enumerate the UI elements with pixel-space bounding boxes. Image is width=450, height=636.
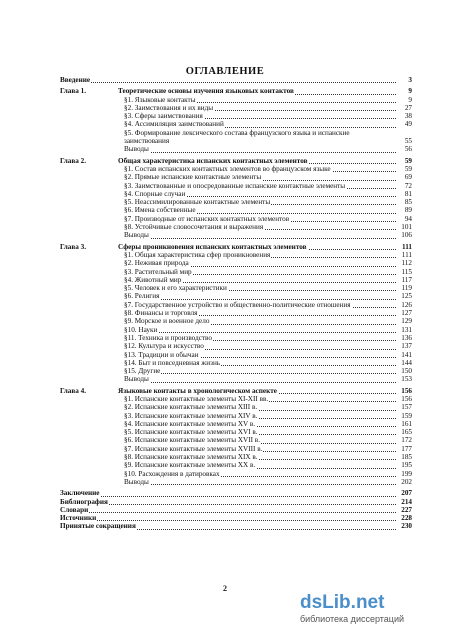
toc-page-number: 156 [401,394,412,403]
toc-page-number: 85 [404,198,412,207]
toc-entry[interactable] [60,514,412,522]
toc-entry-title: §4. Животный мир [124,275,182,284]
toc-entry-title: Принятые сокращения [60,522,136,531]
toc-entry-text [124,112,396,120]
toc-entry-text [124,190,396,198]
dot-leader [60,495,396,497]
toc-entry[interactable] [60,173,412,181]
dot-leader [60,519,396,521]
toc-entry-title: Выводы [124,477,149,486]
toc-entry-title: Выводы [124,145,149,154]
toc-page-number: 38 [404,112,412,121]
toc-entry[interactable] [60,190,412,198]
toc-entry-title: Библиография [60,497,108,506]
toc-entry[interactable] [60,412,412,420]
toc-entry[interactable] [60,522,412,530]
toc-entry-text [124,445,396,453]
toc-entry-text [124,96,396,104]
dot-leader [124,237,396,239]
toc-entry[interactable] [60,206,412,214]
toc-entry-title: §10. Расхождения в датировках [124,469,220,478]
toc-title: ОГЛАВЛЕНИЕ [185,66,265,77]
toc-entry-title: §8. Испанские контактные элементы XIX в. [124,453,258,462]
toc-entry[interactable] [60,342,412,350]
toc-entry-title: Языковые контакты в хронологическом аспекте [118,386,277,395]
toc-entry-text [60,489,396,497]
toc-page-number: 228 [401,514,412,523]
toc-entry[interactable] [60,436,412,444]
toc-page-number: 195 [401,461,412,470]
toc-entry-title: §5. Неассимилированные контактные элементы [124,198,271,207]
toc-entry-title: §7. Производные от испанских контактных элементов [124,214,290,223]
toc-entry[interactable] [60,489,412,497]
toc-entry-text [60,76,396,84]
toc-entry-title: Общая характеристика испанских контактных элементов [118,156,308,165]
toc-entry-text [124,251,396,259]
toc-entry-title: Словари [60,505,89,514]
toc-entry[interactable] [60,478,412,486]
toc-entry[interactable] [60,334,412,342]
toc-entry-text [124,104,396,112]
toc-entry[interactable] [60,129,412,146]
toc-page-number: 112 [401,259,412,268]
toc-entry-title: §1. Языковые контакты [124,95,196,104]
toc-entry[interactable] [60,359,412,367]
toc-entry-title: §15. Другие [124,367,161,376]
toc-entry[interactable] [60,428,412,436]
toc-entry-text [60,498,396,506]
toc-page-number: 227 [401,505,412,514]
toc-entry-text [124,375,396,383]
toc-entry[interactable] [60,268,412,276]
toc-entry-text [124,395,396,403]
toc-page-number: 137 [401,342,412,351]
toc-page-number: 177 [401,444,412,453]
toc-entry[interactable] [60,326,412,334]
toc-page-number: 172 [401,436,412,445]
toc-page-number: 199 [401,469,412,478]
toc-entry[interactable] [60,498,412,506]
toc-entry-text [124,268,396,276]
toc-entry[interactable] [60,104,412,112]
toc-page-number: 3 [408,76,412,84]
toc-entry-text [124,120,396,128]
dot-leader [124,151,396,153]
toc-entry[interactable] [60,120,412,128]
toc-entry-title: §5. Формирование лексического состава французского языка и испанские заимствования [124,128,350,146]
dot-leader [60,503,396,505]
toc-page-number: 119 [401,284,412,293]
toc-page-number: 27 [404,103,412,112]
toc-entry[interactable] [60,403,412,411]
toc-page-number: 111 [402,242,412,251]
toc-entry-title: §9. Морское и военное дело [124,317,210,326]
toc-entry[interactable] [60,223,412,231]
toc-entry-text [124,367,396,375]
toc-entry-title: §5. Человек и его характеристики [124,284,227,293]
toc-page-number: 125 [401,292,412,301]
toc-entry-title: §6. Имена собственные [124,206,196,215]
toc-entry[interactable] [60,420,412,428]
toc-entry-text [124,453,396,461]
toc-entry[interactable] [60,145,412,153]
toc-entry-title: Выводы [124,375,149,384]
toc-entry-text [124,182,396,190]
table-of-contents [60,76,412,531]
toc-page-number: 81 [404,189,412,198]
toc-entry[interactable] [60,259,412,267]
toc-entry-text [124,259,396,267]
toc-entry[interactable] [60,215,412,223]
toc-page-number: 230 [401,522,412,531]
toc-page-number: 207 [401,489,412,498]
toc-entry[interactable] [60,367,412,375]
toc-entry-text [118,157,396,165]
toc-entry-text [124,326,396,334]
toc-entry[interactable] [60,76,412,84]
toc-entry[interactable] [60,445,412,453]
watermark-subtitle: библиотека диссертаций [300,614,405,624]
toc-page-number: 9 [408,95,412,104]
toc-page-number: 72 [404,181,412,190]
toc-page-number: 141 [401,350,412,359]
toc-page-number: 115 [401,267,412,276]
toc-entry-text [124,173,396,181]
toc-entry-title: Сферы проникновения испанских контактных элементов [118,242,307,251]
toc-page-number: 153 [401,375,412,384]
toc-page-number: 144 [401,358,412,367]
toc-page-number: 165 [401,428,412,437]
toc-page-number: 89 [404,206,412,215]
toc-entry[interactable] [60,453,412,461]
toc-entry-text [124,145,396,153]
toc-page-number: 106 [401,231,412,240]
toc-entry-text [118,387,396,395]
toc-entry[interactable] [60,301,412,309]
toc-entry-title: §8. Финансы и торговля [124,309,198,318]
toc-entry-title: §5. Испанские контактные элементы XVI в. [124,428,258,437]
toc-page-number: 150 [401,367,412,376]
toc-entry[interactable] [60,87,412,95]
toc-entry[interactable] [60,165,412,173]
toc-entry-title: §4. Спорные случаи [124,189,186,198]
toc-entry-title: §8. Устойчивые словосочетания и выражения [124,223,264,232]
toc-entry-text [124,276,396,284]
toc-entry-text [124,420,396,428]
toc-entry-title: §3. Сферы заимствования [124,112,203,121]
toc-entry-text [60,522,396,530]
toc-entry-title: Заключение [60,489,100,498]
watermark-logo[interactable] [300,592,450,632]
toc-entry[interactable] [60,276,412,284]
toc-page-number: 56 [404,145,412,154]
toc-entry[interactable] [60,461,412,469]
toc-page-number: 156 [401,386,412,395]
toc-entry-text [60,506,396,514]
toc-page-number: 161 [401,419,412,428]
toc-entry-title: §7. Испанские контактные элементы XVIII в. [124,444,263,453]
dot-leader [60,81,396,83]
dot-leader [124,372,396,374]
toc-entry[interactable] [60,317,412,325]
toc-entry-text [124,334,396,342]
toc-entry-text [124,351,396,359]
dot-leader [124,381,396,383]
toc-entry-text [124,215,396,223]
toc-page-number: 111 [401,250,412,259]
toc-entry-title: §11. Техника и производство [124,333,212,342]
toc-entry[interactable] [60,182,412,190]
toc-page-number: 185 [401,453,412,462]
toc-entry-title: §2. Испанские контактные элементы XIII в. [124,403,258,412]
toc-page-number: 126 [401,300,412,309]
dot-leader [124,483,396,485]
toc-entry-title: §1. Состав испанских контактных элементов во французском языке [124,164,331,173]
toc-page-number: 214 [401,497,412,506]
toc-entry-text [124,461,396,469]
toc-page-number: 59 [404,156,412,165]
toc-entry[interactable] [60,292,412,300]
watermark-brand: dsLib.net [300,592,385,613]
dot-leader [124,298,396,300]
toc-entry-text [124,231,396,239]
toc-entry[interactable] [60,351,412,359]
dot-leader [60,511,396,513]
toc-entry-text [124,284,396,292]
toc-entry[interactable] [60,375,412,383]
toc-entry-title: §2. Неживая природа [124,259,189,268]
toc-page-number: 69 [404,173,412,182]
page-number: 2 [223,584,227,593]
toc-entry[interactable] [60,96,412,104]
toc-entry[interactable] [60,395,412,403]
toc-entry-text [118,243,396,251]
toc-entry-text [118,87,396,95]
toc-page-number: 94 [404,214,412,223]
toc-entry[interactable] [60,198,412,206]
toc-entry-text [124,403,396,411]
toc-entry-title: §6. Испанские контактные элементы XVII в. [124,436,260,445]
toc-entry[interactable] [60,251,412,259]
toc-entry-title: §9. Испанские контактные элементы XX в. [124,461,256,470]
toc-page-number: 117 [401,275,412,284]
toc-entry-text [124,223,396,231]
toc-entry-title: §7. Государственное устройство и общественно-политические отношения [124,300,351,309]
toc-page-number: 9 [408,87,412,96]
toc-entry-title: §1. Испанские контактные элементы XI-XII вв. [124,394,269,403]
toc-entry[interactable] [60,470,412,478]
toc-entry[interactable] [60,112,412,120]
toc-entry-title: §3. Растительный мир [124,267,192,276]
toc-entry-title: §4. Ассимиляция заимствований [124,120,224,129]
toc-entry[interactable] [60,506,412,514]
toc-entry-text [124,165,396,173]
toc-entry-title: Теоретические основы изучения языковых контактов [118,87,294,96]
chapter-label: Глава 1. [60,87,87,96]
toc-page-number: 49 [404,120,412,129]
toc-entry[interactable] [60,387,412,395]
toc-page-number: 59 [404,164,412,173]
toc-entry[interactable] [60,243,412,251]
toc-entry-text [124,478,396,486]
toc-page-number: 131 [401,325,412,334]
toc-entry[interactable] [60,309,412,317]
toc-entry-text [124,359,396,367]
toc-entry-title: §4. Испанские контактные элементы XV в. [124,419,256,428]
toc-page-number: 136 [401,333,412,342]
toc-entry-title: §13. Традиции и обычаи [124,350,199,359]
toc-entry-title: §2. Прямые испанские контактные элементы [124,173,262,182]
toc-entry-title: Выводы [124,231,149,240]
toc-entry-title: §12. Культура и искусство [124,342,204,351]
toc-entry-text [124,436,396,444]
chapter-label: Глава 2. [60,156,87,165]
toc-entry-title: §2. Заимствования и их виды [124,103,214,112]
toc-entry-title: Источники [60,514,97,523]
toc-entry-text [124,428,396,436]
toc-entry-text [124,129,396,146]
dot-leader [124,331,396,333]
toc-page-number: 101 [401,223,412,232]
toc-entry-title: §14. Быт и повседневная жизнь [124,358,221,367]
toc-entry-text [124,412,396,420]
toc-page-number: 159 [401,411,412,420]
toc-page-number: 129 [401,317,412,326]
toc-entry-title: §3. Испанские контактные элементы XIV в. [124,411,258,420]
toc-entry-text [124,292,396,300]
toc-entry-title: §10. Науки [124,325,158,334]
toc-entry[interactable] [60,157,412,165]
toc-entry-text [124,309,396,317]
toc-entry-text [124,198,396,206]
toc-entry-title: §6. Религия [124,292,160,301]
toc-entry-text [124,342,396,350]
toc-entry-title: Введение [60,76,91,84]
toc-page-number: 202 [401,477,412,486]
toc-entry[interactable] [60,284,412,292]
toc-entry-text [60,514,396,522]
chapter-label: Глава 3. [60,242,87,251]
toc-entry-text [124,301,396,309]
toc-entry[interactable] [60,231,412,239]
toc-page-number: 157 [401,403,412,412]
toc-entry-text [124,206,396,214]
toc-page-number: 127 [401,309,412,318]
toc-entry-title: §1. Общая характеристика сфер проникновения [124,250,271,259]
chapter-label: Глава 4. [60,386,87,395]
toc-page-number: 55 [404,137,412,146]
toc-entry-title: §3. Заимствованные и опосредованные испанские контактные элементы [124,181,346,190]
toc-entry-text [124,317,396,325]
toc-entry-text [124,470,396,478]
